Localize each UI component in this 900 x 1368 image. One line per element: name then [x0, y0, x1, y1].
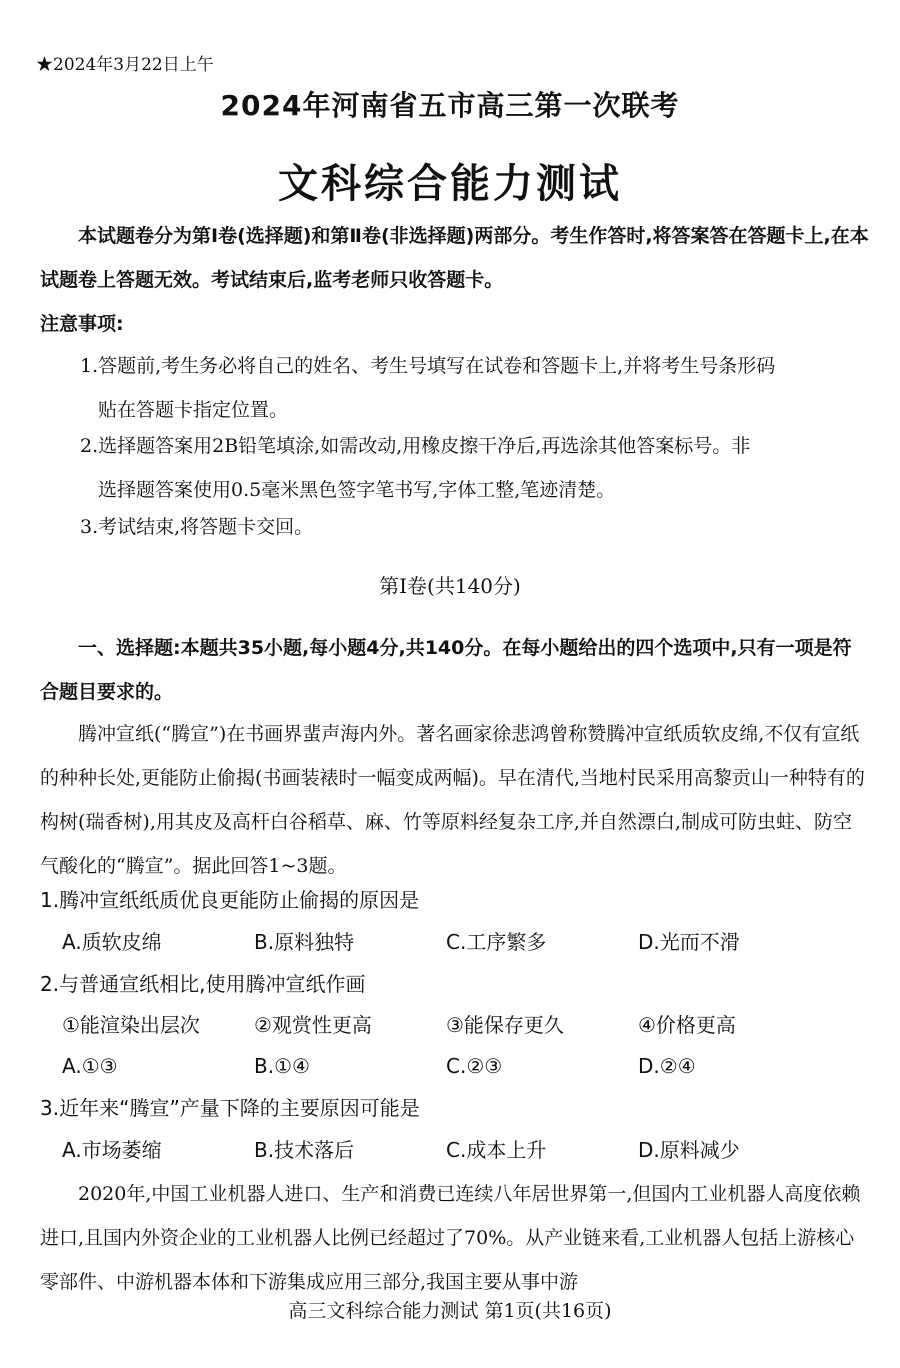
notice-item-3	[80, 505, 870, 549]
q1-option-c: C.工序繁多	[446, 930, 547, 954]
notice-item-1	[80, 344, 870, 432]
q3-option-a: A.市场萎缩	[62, 1138, 162, 1162]
notice-item-2	[80, 424, 870, 512]
question-2-statements	[62, 1005, 842, 1045]
q2-option-d: D.②④	[638, 1054, 696, 1078]
q2-statement-3: ③能保存更久	[446, 1013, 564, 1037]
q1-option-d: D.光而不滑	[638, 930, 740, 954]
notice-item-1-line1: 1.答题前,考生务必将自己的姓名、考生号填写在试卷和答题卡上,并将考生号条形码	[80, 355, 776, 377]
q3-option-b: B.技术落后	[254, 1138, 355, 1162]
q3-option-c: C.成本上升	[446, 1138, 547, 1162]
q2-statement-1: ①能渲染出层次	[62, 1013, 200, 1037]
subject-title: 文科综合能力测试	[278, 161, 622, 207]
q2-option-a: A.①③	[62, 1054, 118, 1078]
question-3-stem: 3.近年来“腾宣”产量下降的主要原因可能是	[40, 1096, 420, 1120]
q2-statement-4: ④价格更高	[638, 1013, 736, 1037]
question-2-options	[62, 1046, 842, 1086]
question-3-options	[62, 1130, 842, 1170]
q1-option-b: B.原料独特	[254, 930, 355, 954]
part1-instruction: 一、选择题:本题共35小题,每小题4分,共140分。在每小题给出的四个选项中,只有一项是符合题目要求的。	[40, 637, 852, 703]
q1-option-a: A.质软皮绵	[62, 930, 162, 954]
passage-1: 腾冲宣纸(“腾宣”)在书画界蜚声海内外。著名画家徐悲鸿曾称赞腾冲宣纸质软皮绵,不仅有宣纸的种种长处,更能防止偷揭(书画装裱时一幅变成两幅)。早在清代,当地村民采用高黎贡山一种特有的构树(瑞香树),用其皮及高杆白谷稻草、麻、竹等原料经复杂工序,并自然漂白,制成可防虫蛀、防空气酸化的“腾宣”。据此回答1~3题。	[40, 723, 865, 877]
exam-title: 2024年河南省五市高三第一次联考	[220, 89, 680, 122]
notice-item-1-line2: 贴在答题卡指定位置。	[98, 399, 289, 421]
q3-option-d: D.原料减少	[638, 1138, 740, 1162]
q2-statement-2: ②观赏性更高	[254, 1013, 372, 1037]
notice-item-2-line1: 2.选择题答案用2B铅笔填涂,如需改动,用橡皮擦干净后,再选涂其他答案标号。非	[80, 435, 751, 457]
page-footer: 高三文科综合能力测试 第1页(共16页)	[288, 1300, 612, 1322]
question-1-options	[62, 922, 842, 962]
notice-heading: 注意事项:	[40, 313, 124, 335]
notice-item-3-line1: 3.考试结束,将答题卡交回。	[80, 516, 314, 538]
exam-date-note: ★2024年3月22日上午	[36, 55, 214, 75]
exam-intro: 本试题卷分为第Ⅰ卷(选择题)和第Ⅱ卷(非选择题)两部分。考生作答时,将答案答在答题卡上,在本试题卷上答题无效。考试结束后,监考老师只收答题卡。	[40, 225, 869, 291]
passage-2: 2020年,中国工业机器人进口、生产和消费已连续八年居世界第一,但国内工业机器人高度依赖进口,且国内外资企业的工业机器人比例已经超过了70%。从产业链来看,工业机器人包括上游核心零部件、中游机器本体和下游集成应用三部分,我国主要从事中游	[40, 1183, 861, 1293]
q2-option-b: B.①④	[254, 1054, 310, 1078]
q2-option-c: C.②③	[446, 1054, 503, 1078]
question-2-stem: 2.与普通宣纸相比,使用腾冲宣纸作画	[40, 972, 366, 996]
notice-item-2-line2: 选择题答案使用0.5毫米黑色签字笔书写,字体工整,笔迹清楚。	[98, 479, 616, 501]
question-1-stem: 1.腾冲宣纸纸质优良更能防止偷揭的原因是	[40, 888, 420, 912]
section-title: 第Ⅰ卷(共140分)	[379, 574, 521, 598]
